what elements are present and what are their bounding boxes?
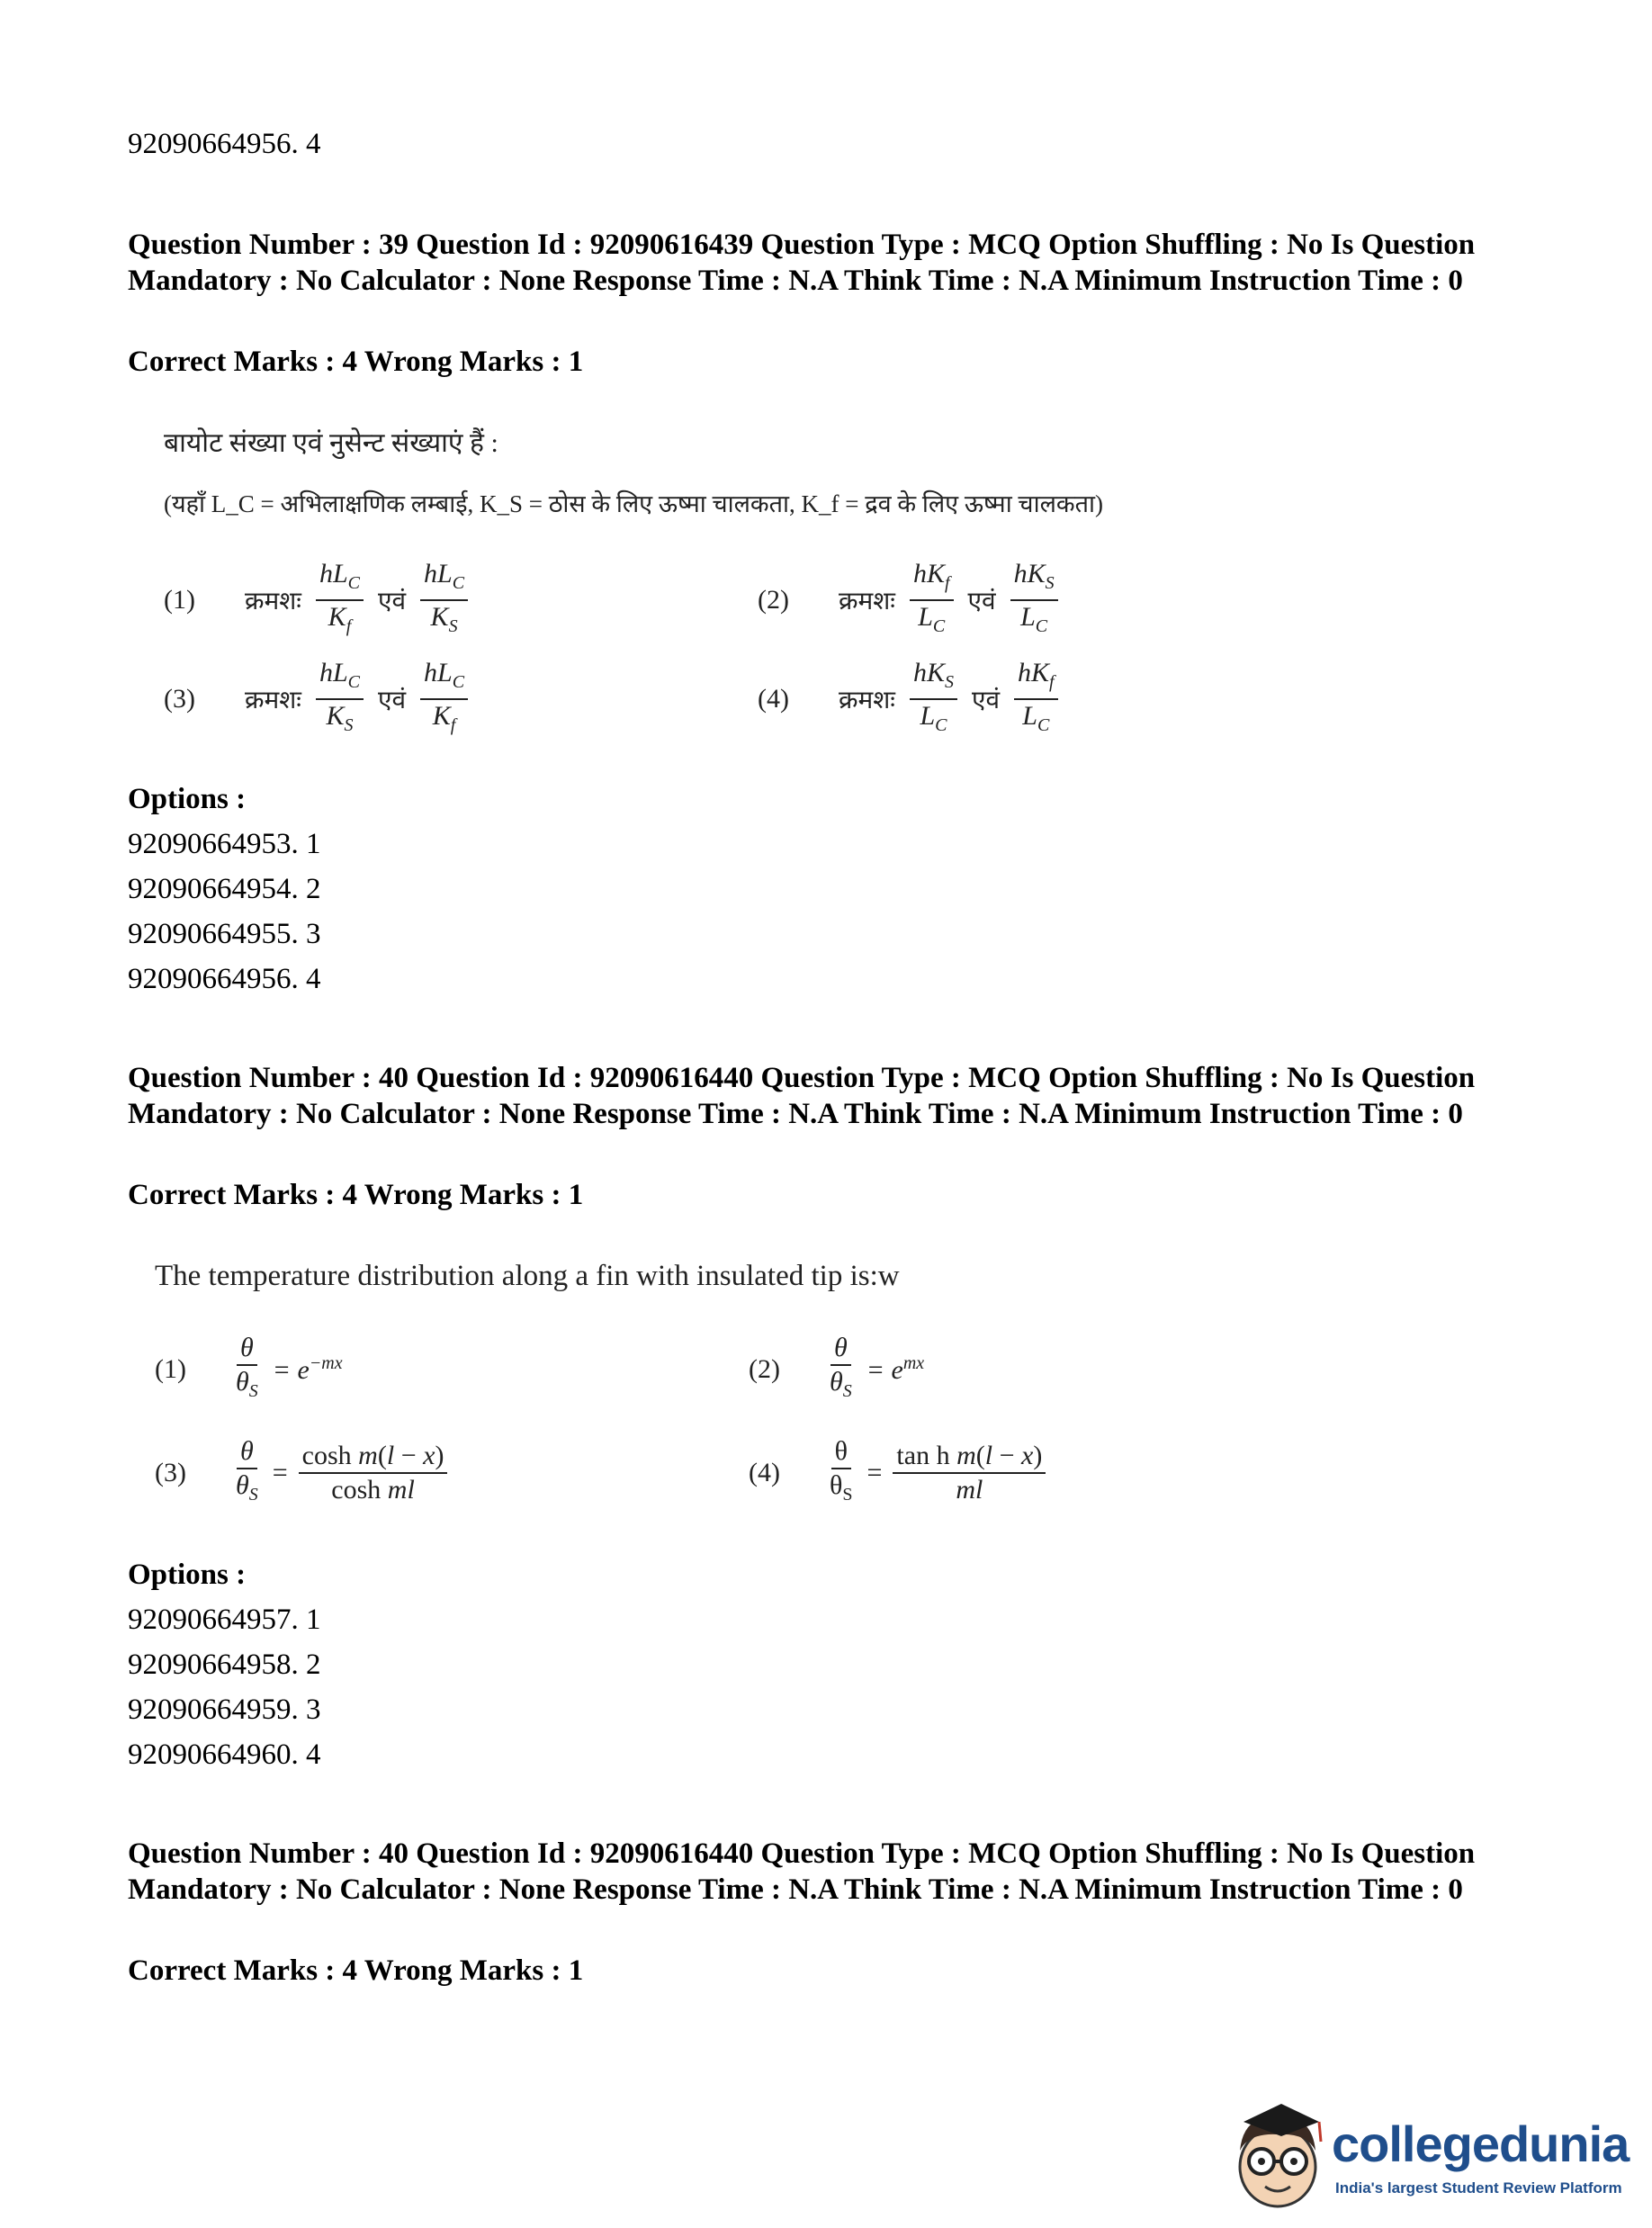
q40-meta: Question Number : 40 Question Id : 92090616440 Question Type : MCQ Option Shuffling : No Is Question Mandatory : No Calculator : None Response Time : N.A Think Time : N.A Minimum Instruction Time : 0 bbox=[128, 1062, 1476, 1130]
q40-option-2: (2) $\frac{\theta}{\theta_S}$ = $e^{mx}$ bbox=[749, 1333, 925, 1401]
q40-title: The temperature distribution along a fin with insulated tip is:w bbox=[155, 1260, 900, 1292]
q39-options-label: Options : bbox=[128, 783, 247, 815]
q40b-meta: Question Number : 40 Question Id : 92090616440 Question Type : MCQ Option Shuffling : No Is Question Mandatory : No Calculator : None Response Time : N.A Think Time : N.A Minimum Instruction Time : 0 bbox=[128, 1837, 1476, 1906]
kramash: क्रमशः bbox=[245, 588, 301, 615]
q40b-marks: Correct Marks : 4 Wrong Marks : 1 bbox=[128, 1954, 584, 1987]
q40-option-row: 92090664959. 3 bbox=[128, 1693, 321, 1726]
q40-option-1: (1) $\frac{\theta}{\theta_S}$ = $e^{-mx}$ bbox=[155, 1333, 343, 1401]
q40-option-row: 92090664958. 2 bbox=[128, 1649, 321, 1681]
mascot-icon bbox=[1226, 2097, 1333, 2214]
q39-option-row: 92090664955. 3 bbox=[128, 918, 321, 950]
q39-option-row: 92090664953. 1 bbox=[128, 828, 321, 860]
q40-options-label: Options : bbox=[128, 1559, 247, 1591]
q39-option-row: 92090664956. 4 bbox=[128, 963, 321, 995]
q40-option-4: (4) $\frac{\theta}{\theta_S}$ = $\frac{\text{tan h m(l − x)}}{ml}$ bbox=[749, 1435, 1051, 1511]
q39-question-image bbox=[164, 423, 1333, 756]
q40-option-row: 92090664957. 1 bbox=[128, 1604, 321, 1636]
q39-option-3: (3) क्रमशः $\frac{hL_C}{K_S}$ एवं $\frac{hL_C}{K_f}$ bbox=[164, 657, 473, 741]
q40-option-3: (3) $\frac{\theta}{\theta_S}$ = $\frac{\text{cosh m(l − x)}}{\text{cosh ml}}$ bbox=[155, 1435, 453, 1511]
logo-tagline: India's largest Student Review Platform bbox=[1335, 2179, 1622, 2197]
q39-note: (यहाँ L_C = अभिलाक्षणिक लम्बाई, K_S = ठोस के लिए ऊष्मा चालकता, K_f = द्रव के लिए ऊष्मा चालकता) bbox=[164, 490, 1103, 517]
q40-question-image bbox=[155, 1260, 1235, 1530]
q39-option-row: 92090664954. 2 bbox=[128, 873, 321, 905]
q39-marks: Correct Marks : 4 Wrong Marks : 1 bbox=[128, 346, 584, 378]
q40-option-row: 92090664960. 4 bbox=[128, 1738, 321, 1771]
q39-option-4: (4) क्रमशः $\frac{hK_S}{L_C}$ एवं $\frac{hK_f}{L_C}$ bbox=[758, 657, 1064, 741]
top-option: 92090664956. 4 bbox=[128, 128, 321, 160]
collegedunia-logo bbox=[1226, 2097, 1639, 2214]
q40-marks: Correct Marks : 4 Wrong Marks : 1 bbox=[128, 1179, 584, 1211]
q39-title: बायोट संख्या एवं नुसेन्ट संख्याएं हैं : bbox=[164, 428, 498, 458]
logo-wordmark: collegedunia bbox=[1332, 2116, 1630, 2172]
evam: एवं bbox=[377, 588, 407, 615]
q39-option-1: (1) क्रमशः $\frac{hL_C}{K_f}$ एवं $\frac{hL_C}{K_S}$ bbox=[164, 558, 473, 642]
q39-option-2: (2) क्रमशः $\frac{hK_f}{L_C}$ एवं $\frac{hK_S}{L_C}$ bbox=[758, 558, 1064, 642]
q39-meta: Question Number : 39 Question Id : 92090616439 Question Type : MCQ Option Shuffling : No Is Question Mandatory : No Calculator : None Response Time : N.A Think Time : N.A Minimum Instruction Time : 0 bbox=[128, 229, 1476, 297]
